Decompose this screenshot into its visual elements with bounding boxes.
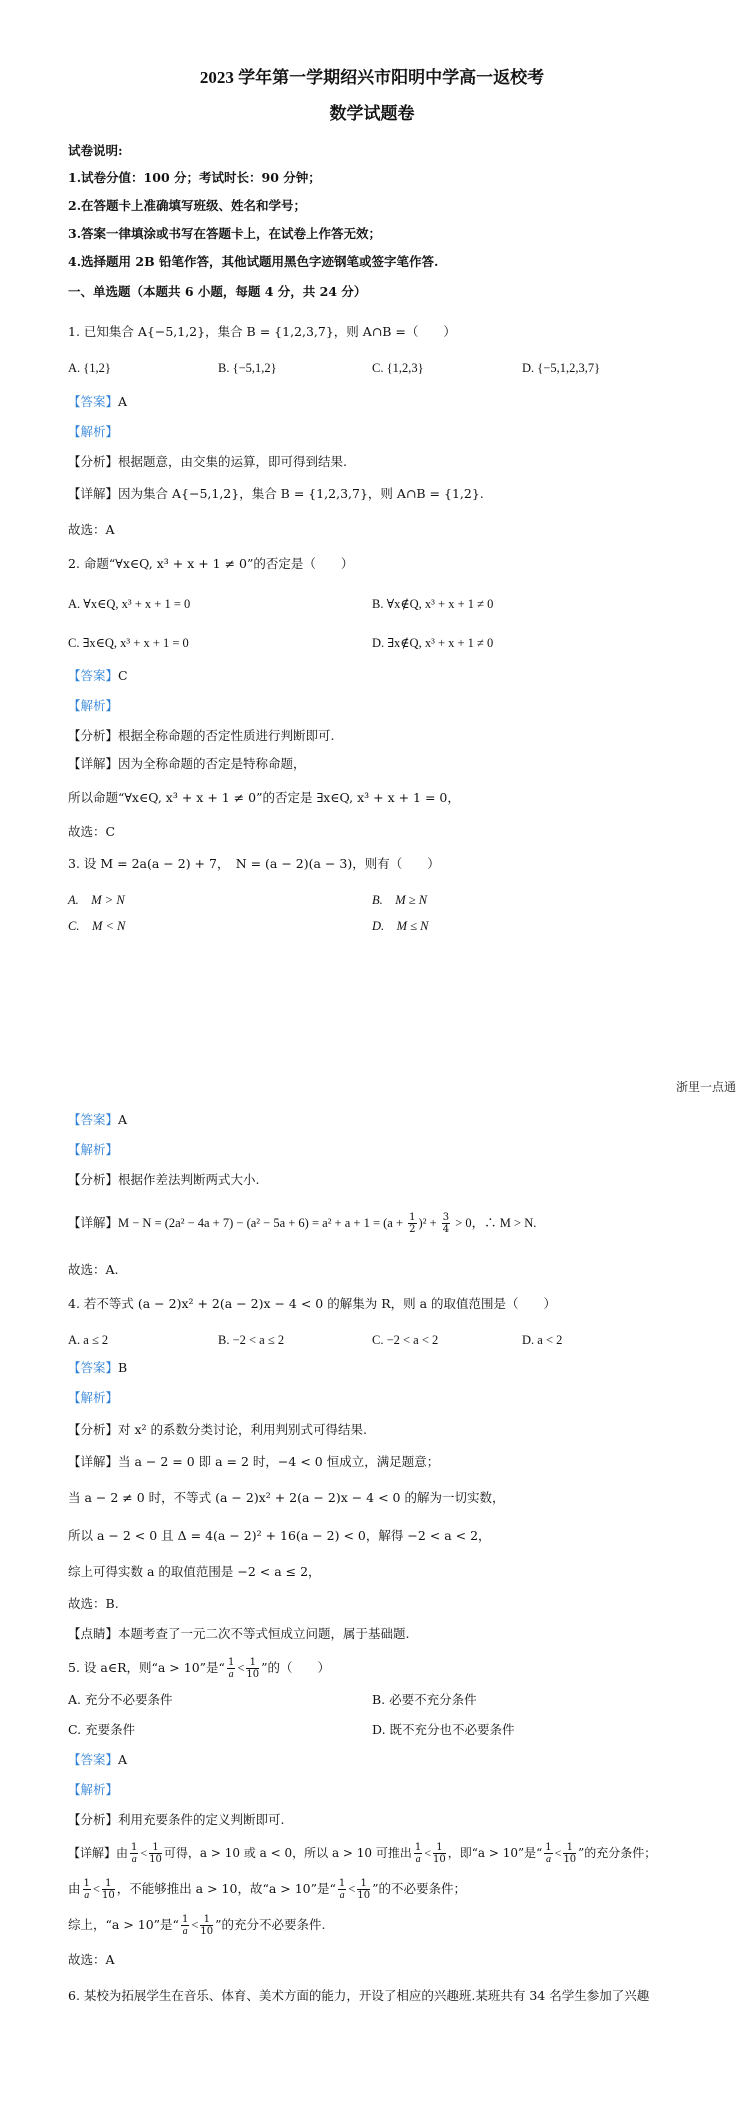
instruction-line: 3.答案一律填涂或书写在答题卡上，在试卷上作答无效； bbox=[68, 226, 382, 241]
fraction bbox=[181, 1914, 189, 1937]
xiangjie-tag: 【详解】 bbox=[68, 486, 119, 501]
fraction bbox=[357, 1878, 370, 1901]
option-b: B. 必要不充分条件 bbox=[372, 1692, 477, 1707]
fenxi-line bbox=[68, 1812, 285, 1828]
fraction-denominator: a bbox=[182, 1926, 188, 1937]
question-stem: 1. 已知集合 A{−5,1,2}，集合 B = {1,2,3,7}，则 A∩B =（ ） bbox=[68, 324, 456, 339]
detail-line: 综上，“a > 10”是“ $\frac{1}{a}$ < $\frac{1}{10}$ ”的充分不必要条件. bbox=[68, 1914, 326, 1937]
stem-part: 5. 设 a∈R，则“a > 10”是“ bbox=[68, 1660, 225, 1675]
fenxi-tag: 【分析】 bbox=[68, 1172, 119, 1187]
fraction-denominator: 10 bbox=[200, 1926, 214, 1937]
fraction bbox=[102, 1878, 115, 1901]
choose-line bbox=[68, 1596, 119, 1612]
fraction-numerator: 1 bbox=[338, 1878, 346, 1889]
fenxi-line bbox=[68, 1422, 367, 1438]
choose-tag: 故选： bbox=[68, 1596, 106, 1611]
section-heading: 一、单选题（本题共 6 小题，每题 4 分，共 24 分） bbox=[68, 284, 367, 299]
fraction-denominator: 10 bbox=[149, 1854, 162, 1865]
watermark: 浙里一点通 bbox=[675, 1080, 736, 1094]
fenxi-text: 利用充要条件的定义判断即可. bbox=[118, 1812, 285, 1827]
question-stem: 3. 设 M = 2a(a − 2) + 7， N = (a − 2)(a − 3)，则有（ ） bbox=[68, 856, 440, 871]
answer-line bbox=[68, 1752, 127, 1768]
fraction-numerator: 1 bbox=[102, 1878, 115, 1890]
fenxi-text: 对 x² 的系数分类讨论，利用判别式可得结果. bbox=[118, 1422, 367, 1437]
answer-value: B bbox=[118, 1360, 128, 1375]
xiangjie-text: 因为全称命题的否定是特称命题， bbox=[118, 756, 306, 771]
fraction-numerator: 1 bbox=[200, 1914, 213, 1926]
fenxi-text: 根据题意，由交集的运算，即可得到结果. bbox=[118, 454, 347, 469]
option-b: B. M ≥ N bbox=[372, 893, 428, 907]
formula-part: )² + bbox=[418, 1216, 440, 1230]
option-a: A. 充分不必要条件 bbox=[68, 1692, 173, 1707]
choose-line bbox=[68, 824, 115, 840]
detail-line: 综上可得实数 a 的取值范围是 −2 < a ≤ 2， bbox=[68, 1564, 321, 1579]
fenxi-text: 根据全称命题的否定性质进行判断即可. bbox=[118, 728, 335, 743]
fraction-numerator: 1 bbox=[563, 1842, 576, 1854]
xiangjie-line: 【详解】由 $\frac{1}{a}$ < $\frac{1}{10}$ 可得，a > 10 或 a < 0，所以 a > 10 可推出 $\frac{1}{a}$ < $\frac{1}{10}$ ，即“a > 10”是“ $\frac{1}{a}$ < $\frac{1}{10}$ ”的充分条件； bbox=[68, 1842, 657, 1865]
option-c: C. ∃x∈Q, x³ + x + 1 = 0 bbox=[68, 636, 189, 650]
option-c: C. {1,2,3} bbox=[372, 361, 424, 375]
text-part: 由 bbox=[116, 1846, 129, 1860]
answer-tag: 【答案】 bbox=[68, 394, 119, 409]
option-c: C. 充要条件 bbox=[68, 1722, 136, 1737]
question-stem: 6. 某校为拓展学生在音乐、体育、美术方面的能力，开设了相应的兴趣班.某班共有 34 名学生参加了兴趣 bbox=[68, 1988, 650, 2003]
fenxi-tag: 【分析】 bbox=[68, 1422, 119, 1437]
xiangjie-line bbox=[68, 486, 484, 502]
text-part: 可得，a > 10 或 a < 0，所以 a > 10 可推出 bbox=[163, 1846, 412, 1860]
choose-line bbox=[68, 522, 115, 538]
option-c: C. M < N bbox=[68, 919, 126, 933]
option-d: D. M ≤ N bbox=[372, 919, 429, 933]
answer-tag: 【答案】 bbox=[68, 1752, 119, 1767]
text-part: ”的充分条件； bbox=[578, 1846, 657, 1860]
fraction bbox=[414, 1842, 422, 1865]
fenxi-line bbox=[68, 728, 335, 744]
choose-value: A bbox=[105, 522, 115, 537]
fraction-denominator: 2 bbox=[409, 1224, 416, 1235]
answer-line bbox=[68, 1360, 127, 1376]
choose-value: C bbox=[105, 824, 116, 839]
option-b: B. −2 < a ≤ 2 bbox=[218, 1333, 285, 1347]
fraction-numerator: 3 bbox=[442, 1212, 450, 1223]
text-part: 综上，“a > 10”是“ bbox=[68, 1917, 179, 1932]
option-b: B. ∀x∉Q, x³ + x + 1 ≠ 0 bbox=[372, 597, 494, 611]
fraction-numerator: 1 bbox=[409, 1212, 416, 1223]
option-a: A. ∀x∈Q, x³ + x + 1 = 0 bbox=[68, 597, 191, 611]
choose-value: A bbox=[105, 1952, 115, 1967]
option-c: C. −2 < a < 2 bbox=[372, 1333, 439, 1347]
instructions-heading: 试卷说明: bbox=[68, 143, 123, 158]
fenxi-tag: 【分析】 bbox=[68, 1812, 119, 1827]
text-part: ”的充分不必要条件. bbox=[215, 1917, 326, 1932]
answer-line bbox=[68, 668, 128, 684]
detail-line: 所以命题“∀x∈Q, x³ + x + 1 ≠ 0”的否定是 ∃x∈Q, x³ + x + 1 = 0， bbox=[68, 790, 460, 805]
xiangjie-tag: 【详解】 bbox=[68, 756, 119, 771]
fraction-denominator: a bbox=[415, 1854, 421, 1865]
choose-value: B. bbox=[105, 1596, 119, 1611]
answer-tag: 【答案】 bbox=[68, 668, 119, 683]
fraction bbox=[149, 1842, 162, 1865]
fraction-denominator: 10 bbox=[563, 1854, 577, 1865]
answer-line bbox=[68, 1112, 127, 1128]
text-part: ，即“a > 10”是“ bbox=[447, 1846, 543, 1860]
instruction-line: 4.选择题用 2B 铅笔作答，其他试题用黑色字迹钢笔或签字笔作答. bbox=[68, 254, 439, 269]
fraction-numerator: 1 bbox=[181, 1914, 189, 1925]
fraction bbox=[433, 1842, 446, 1865]
xiangjie-line bbox=[68, 1454, 439, 1470]
option-d: D. {−5,1,2,3,7} bbox=[522, 361, 601, 375]
option-d: D. 既不充分也不必要条件 bbox=[372, 1722, 515, 1737]
fraction-numerator: 1 bbox=[227, 1657, 235, 1668]
dianjing-tag: 【点睛】 bbox=[68, 1626, 119, 1641]
fraction bbox=[408, 1212, 416, 1235]
fraction bbox=[227, 1657, 235, 1680]
fraction-numerator: 1 bbox=[131, 1842, 138, 1853]
xiangjie-line bbox=[68, 1208, 536, 1238]
text-part: 由 bbox=[68, 1881, 81, 1896]
answer-value: A bbox=[118, 1112, 128, 1127]
xiangjie-tag: 【详解】 bbox=[68, 1454, 119, 1469]
fraction-denominator: a bbox=[339, 1890, 345, 1901]
fenxi-tag: 【分析】 bbox=[68, 454, 119, 469]
fraction bbox=[563, 1842, 576, 1865]
detail-line: 当 a − 2 ≠ 0 时，不等式 (a − 2)x² + 2(a − 2)x − 4 < 0 的解为一切实数， bbox=[68, 1490, 505, 1505]
fraction-denominator: a bbox=[545, 1854, 551, 1865]
fraction-numerator: 1 bbox=[357, 1878, 370, 1890]
instruction-line: 2.在答题卡上准确填写班级、姓名和学号； bbox=[68, 198, 307, 213]
answer-line bbox=[68, 394, 127, 410]
analysis-tag: 【解析】 bbox=[68, 424, 119, 439]
fraction-numerator: 1 bbox=[149, 1842, 162, 1854]
formula-part: M − N = (2a² − 4a + 7) − (a² − 5a + 6) = a² + a + 1 = (a + bbox=[118, 1216, 407, 1230]
question-stem: 4. 若不等式 (a − 2)x² + 2(a − 2)x − 4 < 0 的解集为 R，则 a 的取值范围是（ ） bbox=[68, 1296, 557, 1311]
stem-part: ”的（ ） bbox=[261, 1660, 331, 1675]
choose-value: A. bbox=[105, 1262, 119, 1277]
xiangjie-line bbox=[68, 756, 306, 772]
fenxi-line bbox=[68, 1172, 260, 1188]
fraction bbox=[246, 1657, 259, 1680]
option-b: B. {−5,1,2} bbox=[218, 361, 277, 375]
detail-line: 所以 a − 2 < 0 且 Δ = 4(a − 2)² + 16(a − 2) < 0，解得 −2 < a < 2， bbox=[68, 1528, 491, 1543]
dianjing-line bbox=[68, 1626, 410, 1642]
fenxi-text: 根据作差法判断两式大小. bbox=[118, 1172, 260, 1187]
analysis-tag: 【解析】 bbox=[68, 1782, 119, 1797]
option-a: A. {1,2} bbox=[68, 361, 111, 375]
xiangjie-text: 因为集合 A{−5,1,2}，集合 B = {1,2,3,7}，则 A∩B = {1,2}. bbox=[118, 486, 484, 501]
answer-value: A bbox=[118, 1752, 128, 1767]
choose-line bbox=[68, 1262, 119, 1278]
detail-line: 由 $\frac{1}{a}$ < $\frac{1}{10}$ ，不能够推出 a > 10，故“a > 10”是“ $\frac{1}{a}$ < $\frac{1}{10}$ ”的不必要条件； bbox=[68, 1878, 466, 1901]
option-a: A. a ≤ 2 bbox=[68, 1333, 109, 1347]
answer-value: C bbox=[118, 668, 128, 683]
question-stem: 5. 设 a∈R，则“a > 10”是“ $\frac{1}{a}$ < $\frac{1}{10}$ ”的（ ） bbox=[68, 1657, 331, 1680]
text-part: ，不能够推出 a > 10，故“a > 10”是“ bbox=[116, 1881, 336, 1896]
analysis-tag: 【解析】 bbox=[68, 1390, 119, 1405]
fraction-numerator: 1 bbox=[433, 1842, 446, 1854]
fraction-denominator: 10 bbox=[101, 1890, 115, 1901]
fraction-numerator: 1 bbox=[545, 1842, 552, 1853]
page-subtitle: 数学试题卷 bbox=[329, 104, 415, 123]
formula-part: > 0，∴ M > N. bbox=[452, 1216, 537, 1230]
option-a: A. M > N bbox=[68, 893, 125, 907]
fraction-denominator: a bbox=[131, 1854, 137, 1865]
text-part: ”的不必要条件； bbox=[372, 1881, 466, 1896]
fraction bbox=[83, 1878, 91, 1901]
answer-tag: 【答案】 bbox=[68, 1112, 119, 1127]
fraction-denominator: 10 bbox=[246, 1669, 260, 1680]
fraction-numerator: 1 bbox=[414, 1842, 422, 1853]
fraction-denominator: 10 bbox=[357, 1890, 371, 1901]
fenxi-line bbox=[68, 454, 347, 470]
question-stem: 2. 命题“∀x∈Q, x³ + x + 1 ≠ 0”的否定是（ ） bbox=[68, 556, 354, 571]
fraction-denominator: 10 bbox=[433, 1854, 446, 1865]
answer-tag: 【答案】 bbox=[68, 1360, 119, 1375]
option-d: D. ∃x∉Q, x³ + x + 1 ≠ 0 bbox=[372, 636, 494, 650]
fraction bbox=[130, 1842, 138, 1865]
fraction-denominator: a bbox=[84, 1890, 90, 1901]
analysis-tag: 【解析】 bbox=[68, 698, 119, 713]
instruction-line: 1.试卷分值：100 分；考试时长：90 分钟； bbox=[68, 170, 321, 185]
fraction bbox=[442, 1212, 450, 1235]
choose-tag: 故选： bbox=[68, 522, 106, 537]
dianjing-text: 本题考查了一元二次不等式恒成立问题，属于基础题. bbox=[118, 1626, 410, 1641]
fraction-numerator: 1 bbox=[246, 1657, 259, 1669]
fraction bbox=[338, 1878, 346, 1901]
fenxi-tag: 【分析】 bbox=[68, 728, 119, 743]
page-title: 2023 学年第一学期绍兴市阳明中学高一返校考 bbox=[199, 68, 545, 87]
choose-tag: 故选： bbox=[68, 824, 106, 839]
fraction-denominator: a bbox=[228, 1669, 234, 1680]
xiangjie-tag: 【详解】 bbox=[68, 1846, 117, 1860]
fraction-numerator: 1 bbox=[83, 1878, 90, 1889]
fraction bbox=[200, 1914, 213, 1937]
answer-value: A bbox=[118, 394, 128, 409]
analysis-tag: 【解析】 bbox=[68, 1142, 119, 1157]
fraction-denominator: 4 bbox=[442, 1224, 450, 1235]
choose-line bbox=[68, 1952, 115, 1968]
xiangjie-tag: 【详解】 bbox=[68, 1215, 119, 1230]
choose-tag: 故选： bbox=[68, 1952, 106, 1967]
choose-tag: 故选： bbox=[68, 1262, 106, 1277]
option-d: D. a < 2 bbox=[522, 1333, 563, 1347]
xiangjie-text: 当 a − 2 = 0 即 a = 2 时，−4 < 0 恒成立，满足题意； bbox=[118, 1454, 440, 1469]
fraction bbox=[544, 1842, 552, 1865]
